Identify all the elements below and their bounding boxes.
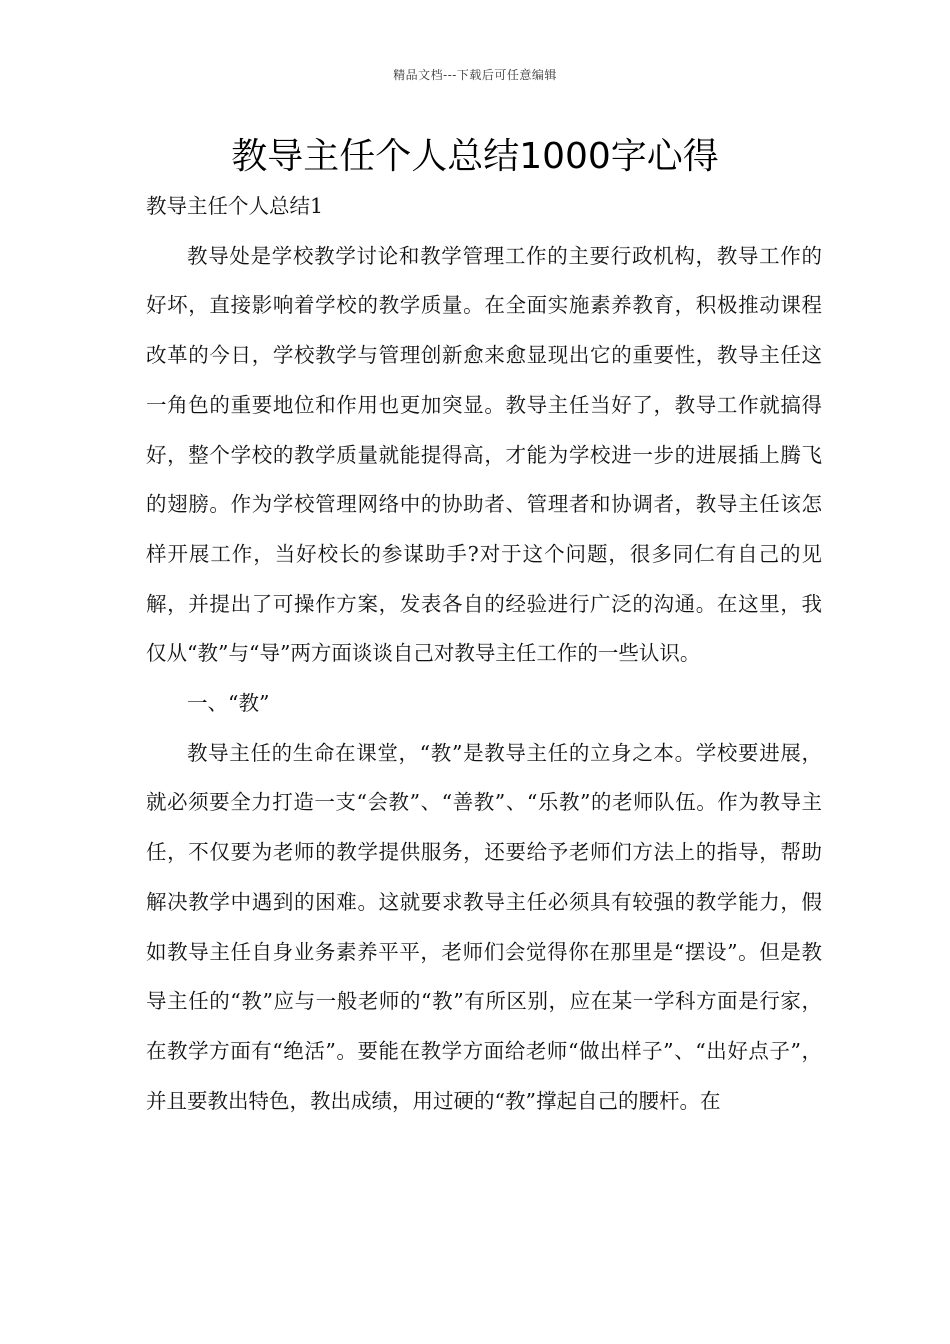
paragraph-teach: 教导主任的生命在课堂，“教”是教导主任的立身之本。学校要进展，就必须要全力打造一支“会教”、“善教”、“乐教”的老师队伍。作为教导主任，不仅要为老师的教学提供服务，还要给予老师们方法上的指导，帮助解决教学中遇到的困难。这就要求教导主任必须具有较强的教学能力，假如教导主任自身业务素养平平，老师们会觉得你在那里是“摆设”。但是教导主任的“教”应与一般老师的“教”有所区别，应在某一学科方面是行家，在教学方面有“绝活”。要能在教学方面给老师“做出样子”、“出好点子”，并且要教出特色，教出成绩，用过硬的“教”撑起自己的腰杆。在 — [146, 740, 822, 1113]
section-heading-teach: 一、“教” — [187, 691, 270, 716]
document-body — [146, 182, 822, 1126]
page-header-note: 精品文档---下载后可任意编辑 — [393, 68, 557, 82]
document-subtitle: 教导主任个人总结1 — [146, 194, 324, 218]
paragraph-intro: 教导处是学校教学讨论和教学管理工作的主要行政机构，教导工作的好坏，直接影响着学校的教学质量。在全面实施素养教育，积极推动课程改革的今日，学校教学与管理创新愈来愈显现出它的重要性，教导主任这一角色的重要地位和作用也更加突显。教导主任当好了，教导工作就搞得好，整个学校的教学质量就能提得高，才能为学校进一步的进展插上腾飞的翅膀。作为学校管理网络中的协助者、管理者和协调者，教导主任该怎样开展工作，当好校长的参谋助手?对于这个问题，很多同仁有自己的见解，并提出了可操作方案，发表各自的经验进行广泛的沟通。在这里，我仅从“教”与“导”两方面谈谈自己对教导主任工作的一些认识。 — [146, 243, 822, 666]
document-title: 教导主任个人总结1000字心得 — [231, 136, 719, 177]
